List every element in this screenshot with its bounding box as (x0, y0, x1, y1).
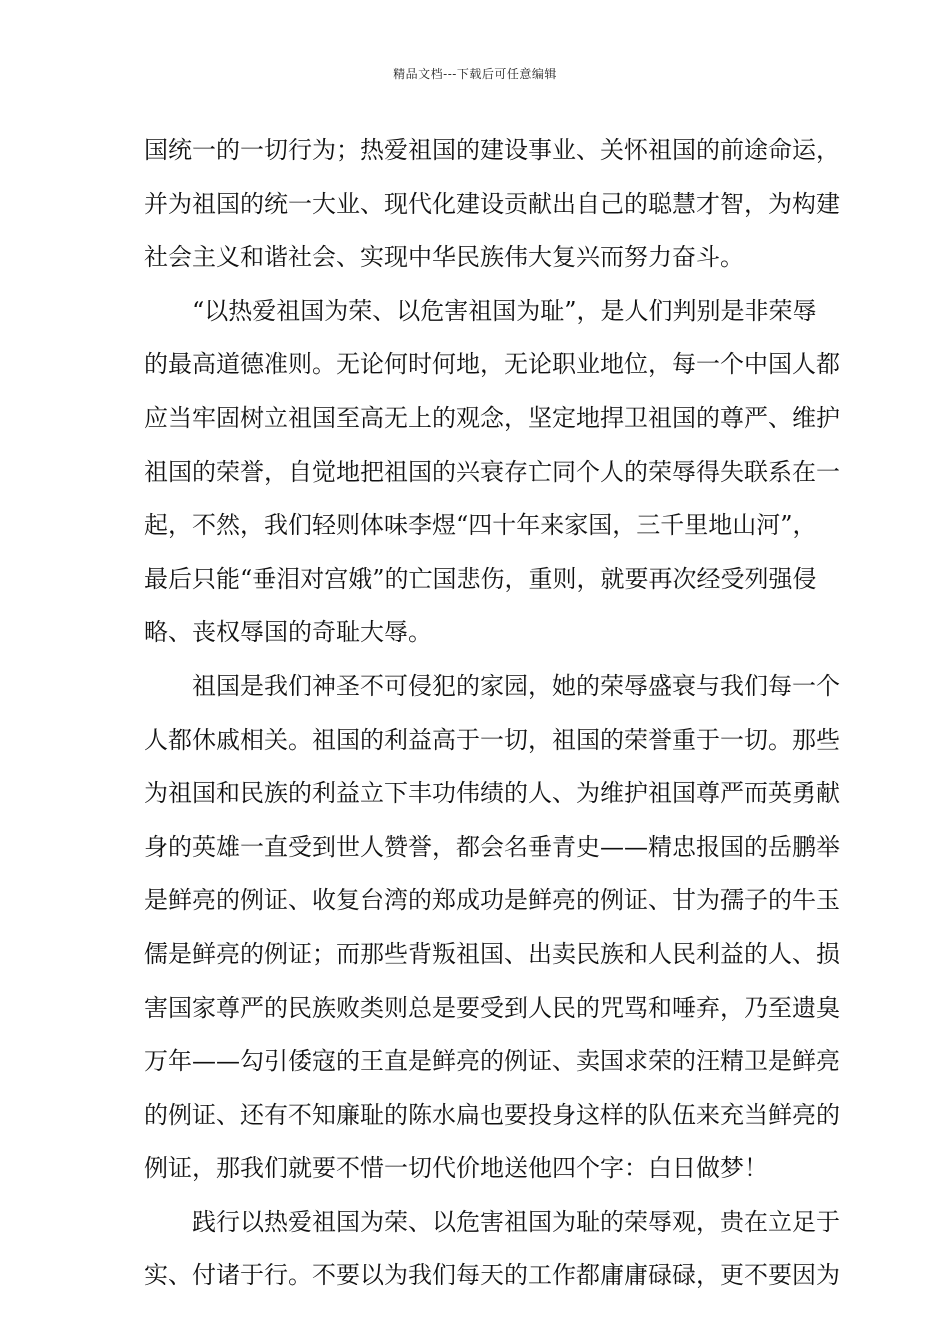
text-line: 并为祖国的统一大业、现代化建设贡献出自己的聪慧才智，为构建 (144, 189, 840, 218)
text-line: 是鲜亮的例证、收复台湾的郑成功是鲜亮的例证、甘为孺子的牛玉 (144, 886, 840, 915)
text-line: 社会主义和谐社会、实现中华民族伟大复兴而努力奋斗。 (144, 243, 744, 272)
text-line: 人都休戚相关。祖国的利益高于一切，祖国的荣誉重于一切。那些 (144, 725, 840, 754)
text-line: 应当牢固树立祖国至高无上的观念，坚定地捍卫祖国的尊严、维护 (144, 403, 840, 432)
text-line: 的最高道德准则。无论何时何地，无论职业地位，每一个中国人都 (144, 350, 840, 379)
text-line: 为祖国和民族的利益立下丰功伟绩的人、为维护祖国尊严而英勇献 (144, 779, 840, 808)
text-line: 万年——勾引倭寇的王直是鲜亮的例证、卖国求荣的汪精卫是鲜亮 (144, 1047, 840, 1076)
text-line: 最后只能“垂泪对宫娥”的亡国悲伤，重则，就要再次经受列强侵 (144, 564, 817, 593)
text-line: 实、付诸于行。不要以为我们每天的工作都庸庸碌碌，更不要因为 (144, 1261, 840, 1290)
text-line: 略、丧权辱国的奇耻大辱。 (144, 618, 432, 647)
text-line: 的例证、还有不知廉耻的陈水扁也要投身这样的队伍来充当鲜亮的 (144, 1100, 840, 1129)
text-line: 例证，那我们就要不惜一切代价地送他四个字：白日做梦！ (144, 1154, 768, 1183)
body-text (144, 124, 840, 1303)
text-line: 儒是鲜亮的例证；而那些背叛祖国、出卖民族和人民利益的人、损 (144, 939, 840, 968)
text-line: 身的英雄一直受到世人赞誉，都会名垂青史——精忠报国的岳鹏举 (144, 832, 840, 861)
text-line: 起，不然，我们轻则体味李煜“四十年来家国，三千里地山河”， (144, 511, 817, 540)
page-header: 精品文档---下载后可任意编辑 (393, 67, 557, 81)
text-line: 害国家尊严的民族败类则总是要受到人民的咒骂和唾弃，乃至遗臭 (144, 993, 840, 1022)
text-line: 践行以热爱祖国为荣、以危害祖国为耻的荣辱观，贵在立足于 (192, 1207, 840, 1236)
text-line: 国统一的一切行为；热爱祖国的建设事业、关怀祖国的前途命运， (144, 136, 840, 164)
text-line: “以热爱祖国为荣、以危害祖国为耻”，是人们判别是非荣辱 (192, 296, 817, 325)
text-line: 祖国的荣誉，自觉地把祖国的兴衰存亡同个人的荣辱得失联系在一 (144, 457, 840, 486)
text-line: 祖国是我们神圣不可侵犯的家园，她的荣辱盛衰与我们每一个 (192, 671, 840, 700)
